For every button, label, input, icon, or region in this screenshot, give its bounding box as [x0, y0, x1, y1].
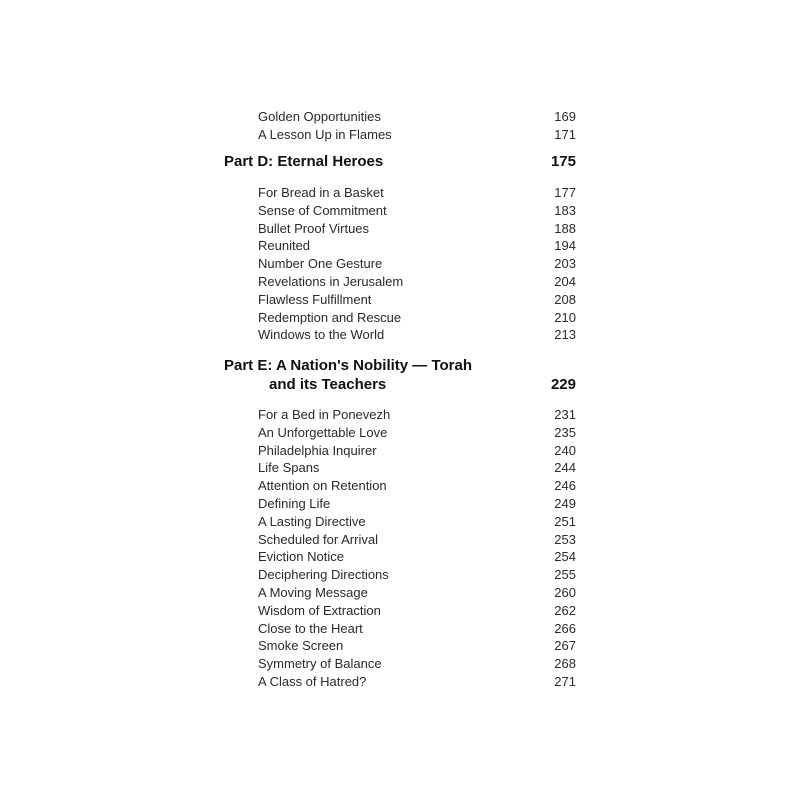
toc-entry: [224, 548, 576, 566]
toc-entry-title: Philadelphia Inquirer: [258, 442, 377, 458]
toc-entry: [224, 237, 576, 255]
toc-entry: [224, 602, 576, 620]
toc-entry-title: Number One Gesture: [258, 256, 383, 272]
toc-entry-page-number: 177: [554, 185, 576, 200]
toc-entry-title: Life Spans: [258, 460, 320, 476]
toc-entry-title: An Unforgettable Love: [258, 424, 388, 440]
toc-entry-title: A Moving Message: [258, 584, 368, 600]
toc-entry: [224, 273, 576, 291]
part-heading-d: [224, 152, 576, 171]
toc-entry: [224, 291, 576, 309]
part-title: Part D: Eternal Heroes: [224, 153, 384, 170]
toc-entry-page-number: 255: [554, 567, 576, 583]
toc-entry: [224, 620, 576, 638]
toc-entry-title: A Lesson Up in Flames: [258, 126, 392, 142]
toc-entry-page-number: 210: [554, 309, 576, 325]
toc-entry: [224, 637, 576, 655]
part-heading-e: [224, 356, 576, 394]
toc-entry-page-number: 183: [554, 202, 576, 218]
toc-entry-title: Bullet Proof Virtues: [258, 220, 370, 236]
toc-entry-page-number: 203: [554, 256, 576, 272]
toc-entry-title: A Lasting Directive: [258, 513, 366, 529]
toc-entry: [224, 655, 576, 673]
toc-entry: [224, 309, 576, 327]
toc-entry-page-number: 249: [554, 495, 576, 511]
toc-entry: [224, 255, 576, 273]
toc-entry-title: Redemption and Rescue: [258, 309, 402, 325]
toc-entry-title: Smoke Screen: [258, 638, 344, 654]
toc-entry: [224, 184, 576, 202]
toc-group-part-d: [224, 184, 576, 344]
toc-entry-page-number: 213: [554, 327, 576, 343]
toc-entry-page-number: 231: [554, 407, 576, 422]
toc-entry-title: Golden Opportunities: [258, 109, 381, 124]
toc-entry-page-number: 271: [554, 673, 576, 689]
toc-entry-title: Eviction Notice: [258, 549, 344, 565]
toc-entry-page-number: 169: [554, 109, 576, 124]
toc-entry-title: Flawless Fulfillment: [258, 291, 372, 307]
toc-entry-page-number: 266: [554, 620, 576, 636]
toc-entry: [224, 566, 576, 584]
toc-entry: [224, 495, 576, 513]
toc-entry-page-number: 171: [554, 126, 576, 142]
toc-entry-title: Close to the Heart: [258, 620, 363, 636]
toc-entry: [224, 531, 576, 549]
toc-entry-title: Attention on Retention: [258, 478, 387, 494]
toc-entry-title: For Bread in a Basket: [258, 185, 384, 200]
toc-entry-title: A Class of Hatred?: [258, 673, 367, 689]
toc-entry-page-number: 267: [554, 638, 576, 654]
toc-entry-page-number: 204: [554, 273, 576, 289]
part-heading-line: [224, 152, 576, 171]
part-page-number: 229: [550, 376, 576, 393]
toc-group-part-c-tail: [224, 108, 576, 144]
toc-entry-page-number: 253: [554, 531, 576, 547]
toc-entry-page-number: 240: [554, 442, 576, 458]
toc-entry-page-number: 262: [554, 602, 576, 618]
toc-entry: [224, 406, 576, 424]
toc-entry-title: Reunited: [258, 238, 311, 254]
toc-entry: [224, 220, 576, 238]
toc-entry-title: For a Bed in Ponevezh: [258, 407, 391, 422]
toc-entry-title: Defining Life: [258, 495, 331, 511]
toc-entry: [224, 459, 576, 477]
toc-entry-page-number: 188: [554, 220, 576, 236]
toc-entry: [224, 108, 576, 126]
toc-entry: [224, 477, 576, 495]
toc-entry: [224, 202, 576, 220]
toc-entry-title: Revelations in Jerusalem: [258, 273, 404, 289]
part-page-number: 175: [550, 153, 576, 170]
toc-entry: [224, 442, 576, 460]
toc-entry-page-number: 208: [554, 291, 576, 307]
toc-entry-title: Deciphering Directions: [258, 567, 389, 583]
toc-entry-page-number: 260: [554, 584, 576, 600]
toc-entry: [224, 126, 576, 144]
toc-entry-page-number: 194: [554, 238, 576, 254]
toc-entry: [224, 673, 576, 691]
part-heading-line: [224, 356, 576, 375]
toc-entry-title: Windows to the World: [258, 327, 385, 343]
toc-group-part-e: [224, 406, 576, 691]
toc-entry-page-number: 268: [554, 656, 576, 672]
toc-entry-page-number: 246: [554, 478, 576, 494]
toc-entry-page-number: 235: [554, 424, 576, 440]
toc-entry-title: Scheduled for Arrival: [258, 531, 378, 547]
toc-entry-title: Symmetry of Balance: [258, 656, 382, 672]
toc-entry-page-number: 251: [554, 513, 576, 529]
part-title: Part E: A Nation's Nobility — Torah: [224, 357, 473, 374]
toc-entry: [224, 513, 576, 531]
toc-entry: [224, 584, 576, 602]
part-heading-line: [224, 375, 576, 394]
toc-entry-title: Sense of Commitment: [258, 202, 387, 218]
toc-entry-page-number: 244: [554, 460, 576, 476]
toc-entry-page-number: 254: [554, 549, 576, 565]
toc-entry: [224, 424, 576, 442]
toc-entry: [224, 326, 576, 344]
part-title-continued: and its Teachers: [269, 376, 387, 393]
toc-entry-title: Wisdom of Extraction: [258, 602, 381, 618]
